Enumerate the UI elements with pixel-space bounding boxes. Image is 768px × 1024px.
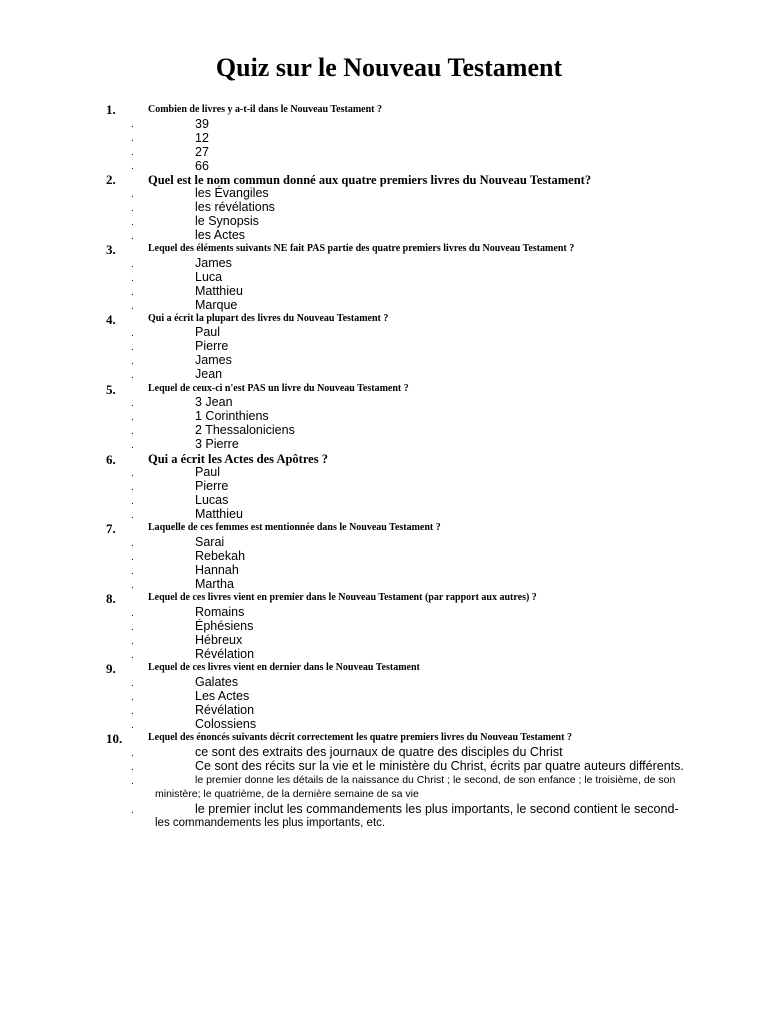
option-bullet: . [131, 328, 134, 339]
option-bullet: . [131, 692, 134, 703]
option: Pierre [195, 339, 229, 353]
option: Rebekah [195, 549, 246, 563]
option: James [195, 353, 232, 367]
question-text: Lequel de ces livres vient en premier dans le Nouveau Testament (par rapport aux autres) ? [148, 592, 537, 603]
option: le premier inclut les commandements les plus importants, le second contient le second- [195, 802, 679, 816]
option-bullet: . [131, 217, 134, 228]
option-bullet: . [131, 762, 134, 773]
question-number: 8. [106, 591, 116, 606]
option-bullet: . [131, 259, 134, 270]
option-bullet: . [131, 398, 134, 409]
option: Marque [195, 298, 238, 312]
option: 66 [195, 159, 209, 173]
question-text: Lequel des éléments suivants NE fait PAS partie des quatre premiers livres du Nouveau Testament ? [148, 243, 575, 254]
option-bullet: . [131, 678, 134, 689]
option-bullet: . [131, 468, 134, 479]
question-number: 4. [106, 312, 116, 327]
option: Révélation [195, 703, 255, 717]
question-number: 3. [106, 242, 116, 257]
option: Matthieu [195, 507, 243, 521]
option: 1 Corinthiens [195, 409, 269, 423]
option-bullet: . [131, 720, 134, 731]
option-bullet: . [131, 356, 134, 367]
option: 3 Jean [195, 395, 233, 409]
option: Sarai [195, 535, 225, 549]
option: 3 Pierre [195, 437, 239, 451]
option: Les Actes [195, 689, 250, 703]
option: Paul [195, 465, 221, 479]
option-bullet: . [131, 496, 134, 507]
question-text: Qui a écrit la plupart des livres du Nouveau Testament ? [148, 313, 389, 324]
option: Révélation [195, 647, 255, 661]
option: Galates [195, 675, 239, 689]
option: Éphésiens [195, 619, 254, 633]
option: Martha [195, 577, 234, 591]
option: le premier donne les détails de la naissance du Christ ; le second, de son enfance ; le troisième, de son [195, 774, 676, 786]
page-title: Quiz sur le Nouveau Testament [215, 53, 563, 82]
option: les Évangiles [195, 186, 269, 200]
question-text: Qui a écrit les Actes des Apôtres ? [148, 452, 328, 466]
option-bullet: . [131, 805, 134, 816]
option: les révélations [195, 200, 275, 214]
option: 12 [195, 131, 209, 145]
option-bullet: . [131, 301, 134, 312]
option: 27 [195, 145, 209, 159]
question-text: Quel est le nom commun donné aux quatre premiers livres du Nouveau Testament? [148, 173, 592, 187]
question-number: 1. [106, 102, 116, 117]
option-bullet: . [131, 580, 134, 591]
option: le Synopsis [195, 214, 259, 228]
option-bullet: . [131, 538, 134, 549]
option: Pierre [195, 479, 229, 493]
option-bullet: . [131, 706, 134, 717]
option-bullet: . [131, 203, 134, 214]
option: Hébreux [195, 633, 243, 647]
question-number: 7. [106, 521, 116, 536]
option-bullet: . [131, 342, 134, 353]
option-continuation: les commandements les plus importants, etc. [155, 817, 386, 829]
question-number: 5. [106, 382, 116, 397]
option-bullet: . [131, 370, 134, 381]
question-number: 10. [106, 731, 123, 746]
option: 2 Thessaloniciens [195, 423, 295, 437]
option-bullet: . [131, 650, 134, 661]
question-text: Laquelle de ces femmes est mentionnée dans le Nouveau Testament ? [148, 522, 441, 533]
option: Ce sont des récits sur la vie et le ministère du Christ, écrits par quatre auteurs différents. [195, 759, 684, 773]
option-bullet: . [131, 608, 134, 619]
option: Jean [195, 367, 223, 381]
option-bullet: . [131, 412, 134, 423]
question-text: Combien de livres y a-t-il dans le Nouveau Testament ? [148, 104, 382, 115]
option-bullet: . [131, 133, 134, 144]
option-bullet: . [131, 426, 134, 437]
option-bullet: . [131, 273, 134, 284]
option: Colossiens [195, 717, 257, 731]
option-bullet: . [131, 161, 134, 172]
option-bullet: . [131, 189, 134, 200]
option: Romains [195, 605, 245, 619]
option: Luca [195, 270, 223, 284]
option: Matthieu [195, 284, 243, 298]
option-bullet: . [131, 552, 134, 563]
question-number: 6. [106, 452, 116, 467]
option: ce sont des extraits des journaux de quatre des disciples du Christ [195, 745, 563, 759]
option: Paul [195, 325, 221, 339]
option-bullet: . [131, 440, 134, 451]
option: Hannah [195, 563, 239, 577]
option-bullet: . [131, 287, 134, 298]
option-bullet: . [131, 776, 134, 787]
question-number: 2. [106, 172, 116, 187]
question-text: Lequel des énoncés suivants décrit correctement les quatre premiers livres du Nouveau Testament ? [148, 732, 572, 743]
option-bullet: . [131, 510, 134, 521]
option: 39 [195, 117, 209, 131]
question-number: 9. [106, 661, 116, 676]
option-bullet: . [131, 482, 134, 493]
option-bullet: . [131, 119, 134, 130]
option-bullet: . [131, 566, 134, 577]
question-text: Lequel de ces livres vient en dernier dans le Nouveau Testament [148, 662, 420, 673]
option-bullet: . [131, 231, 134, 242]
option-continuation: ministère; le quatrième, de la dernière semaine de sa vie [155, 788, 419, 800]
option-bullet: . [131, 147, 134, 158]
question-text: Lequel de ceux-ci n'est PAS un livre du Nouveau Testament ? [148, 383, 409, 394]
option: James [195, 256, 232, 270]
option-bullet: . [131, 622, 134, 633]
option: Lucas [195, 493, 229, 507]
option: les Actes [195, 228, 246, 242]
option-bullet: . [131, 748, 134, 759]
option-bullet: . [131, 636, 134, 647]
